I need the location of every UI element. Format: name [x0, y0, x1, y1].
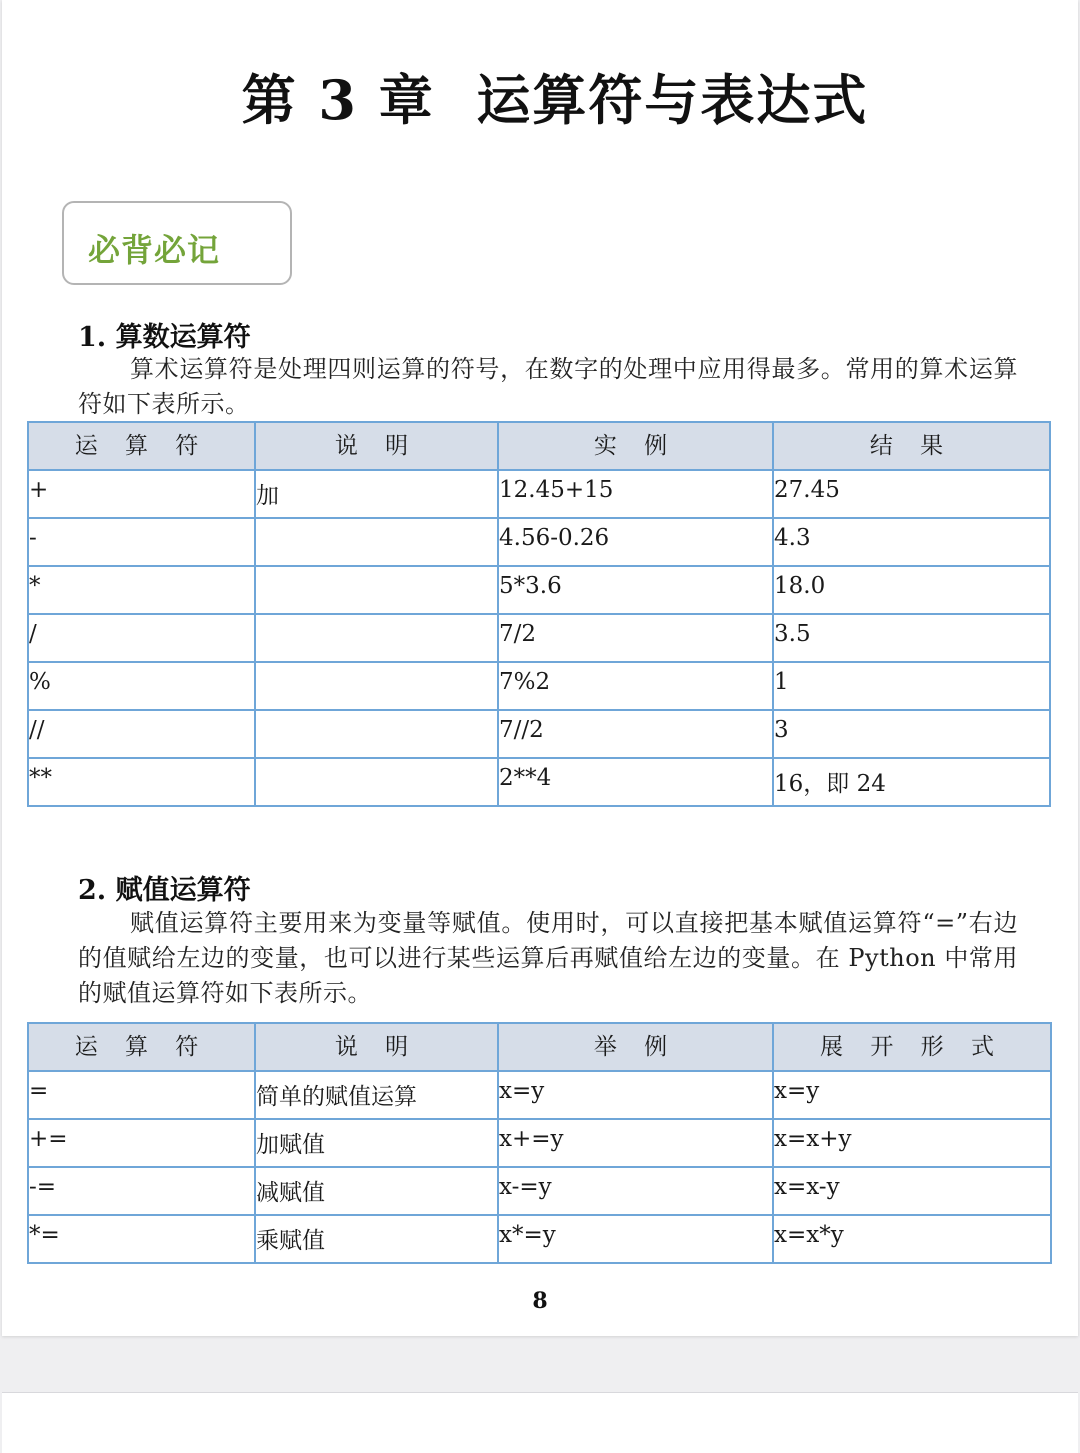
- cell-operator: %: [28, 662, 255, 710]
- table-row: [28, 470, 1050, 518]
- cell-result: 3.5: [773, 614, 1050, 662]
- cell-example: 12.45+15: [498, 470, 773, 518]
- cell-example: 7%2: [498, 662, 773, 710]
- cell-description: [255, 662, 498, 710]
- cell-operator: //: [28, 710, 255, 758]
- cell-description: 加赋值: [255, 1119, 498, 1167]
- cell-result: 1: [773, 662, 1050, 710]
- cell-description: [255, 614, 498, 662]
- next-page-edge: [2, 1392, 1078, 1453]
- table-row: [28, 614, 1050, 662]
- chapter-title: 第 3 章 运算符与表达式: [241, 68, 869, 132]
- cell-operator: *=: [28, 1215, 255, 1263]
- memo-label: 必背必记: [88, 231, 221, 269]
- cell-description: [255, 758, 498, 806]
- cell-example: x=y: [498, 1071, 773, 1119]
- cell-operator: +: [28, 470, 255, 518]
- table-row: [28, 1167, 1051, 1215]
- cell-operator: /: [28, 614, 255, 662]
- column-header-description: 说 明: [255, 422, 498, 470]
- cell-example: 7/2: [498, 614, 773, 662]
- cell-result: 4.3: [773, 518, 1050, 566]
- table-header-row: [28, 422, 1050, 470]
- table-row: [28, 1071, 1051, 1119]
- column-header-example: 举 例: [498, 1023, 773, 1071]
- column-header-operator: 运 算 符: [28, 422, 255, 470]
- table-row: [28, 1119, 1051, 1167]
- cell-example: 4.56-0.26: [498, 518, 773, 566]
- column-header-operator: 运 算 符: [28, 1023, 255, 1071]
- paragraph-assignment: 赋值运算符主要用来为变量等赋值。使用时，可以直接把基本赋值运算符“=”右边的值赋给左边的变量，也可以进行某些运算后再赋值给左边的变量。在 Python 中常用的赋值运算符如下表所示。: [78, 909, 1018, 1007]
- table-row: [28, 662, 1050, 710]
- column-header-result: 结 果: [773, 422, 1050, 470]
- cell-description: [255, 566, 498, 614]
- column-header-description: 说 明: [255, 1023, 498, 1071]
- arithmetic-operator-table: [27, 421, 1051, 807]
- section-heading-arithmetic: 1. 算数运算符: [78, 322, 251, 353]
- table-header-row: [28, 1023, 1051, 1071]
- cell-description: [255, 710, 498, 758]
- paragraph-arithmetic: 算术运算符是处理四则运算的符号，在数字的处理中应用得最多。常用的算术运算符如下表所示。: [78, 355, 1018, 418]
- cell-operator: =: [28, 1071, 255, 1119]
- cell-operator: **: [28, 758, 255, 806]
- cell-result: 3: [773, 710, 1050, 758]
- cell-example: x*=y: [498, 1215, 773, 1263]
- cell-description: 简单的赋值运算: [255, 1071, 498, 1119]
- cell-expanded-form: x=x*y: [773, 1215, 1051, 1263]
- cell-description: [255, 518, 498, 566]
- cell-expanded-form: x=y: [773, 1071, 1051, 1119]
- section-heading-assignment: 2. 赋值运算符: [78, 875, 251, 906]
- assignment-operator-table: [27, 1022, 1052, 1264]
- column-header-example: 实 例: [498, 422, 773, 470]
- cell-operator: *: [28, 566, 255, 614]
- cell-description: 乘赋值: [255, 1215, 498, 1263]
- cell-operator: -: [28, 518, 255, 566]
- cell-operator: +=: [28, 1119, 255, 1167]
- cell-description: 减赋值: [255, 1167, 498, 1215]
- page-number: 8: [532, 1288, 548, 1314]
- cell-result: 18.0: [773, 566, 1050, 614]
- table-row: [28, 566, 1050, 614]
- cell-expanded-form: x=x-y: [773, 1167, 1051, 1215]
- cell-example: x+=y: [498, 1119, 773, 1167]
- cell-example: x-=y: [498, 1167, 773, 1215]
- memo-box: [62, 201, 292, 285]
- table-row: [28, 1215, 1051, 1263]
- cell-expanded-form: x=x+y: [773, 1119, 1051, 1167]
- cell-result: 16，即 24: [773, 758, 1050, 806]
- cell-operator: -=: [28, 1167, 255, 1215]
- table-row: [28, 710, 1050, 758]
- cell-example: 5*3.6: [498, 566, 773, 614]
- column-header-expanded-form: 展 开 形 式: [773, 1023, 1051, 1071]
- cell-result: 27.45: [773, 470, 1050, 518]
- cell-example: 7//2: [498, 710, 773, 758]
- cell-example: 2**4: [498, 758, 773, 806]
- table-row: [28, 758, 1050, 806]
- cell-description: 加: [255, 470, 498, 518]
- document-page: [2, 0, 1078, 1336]
- table-row: [28, 518, 1050, 566]
